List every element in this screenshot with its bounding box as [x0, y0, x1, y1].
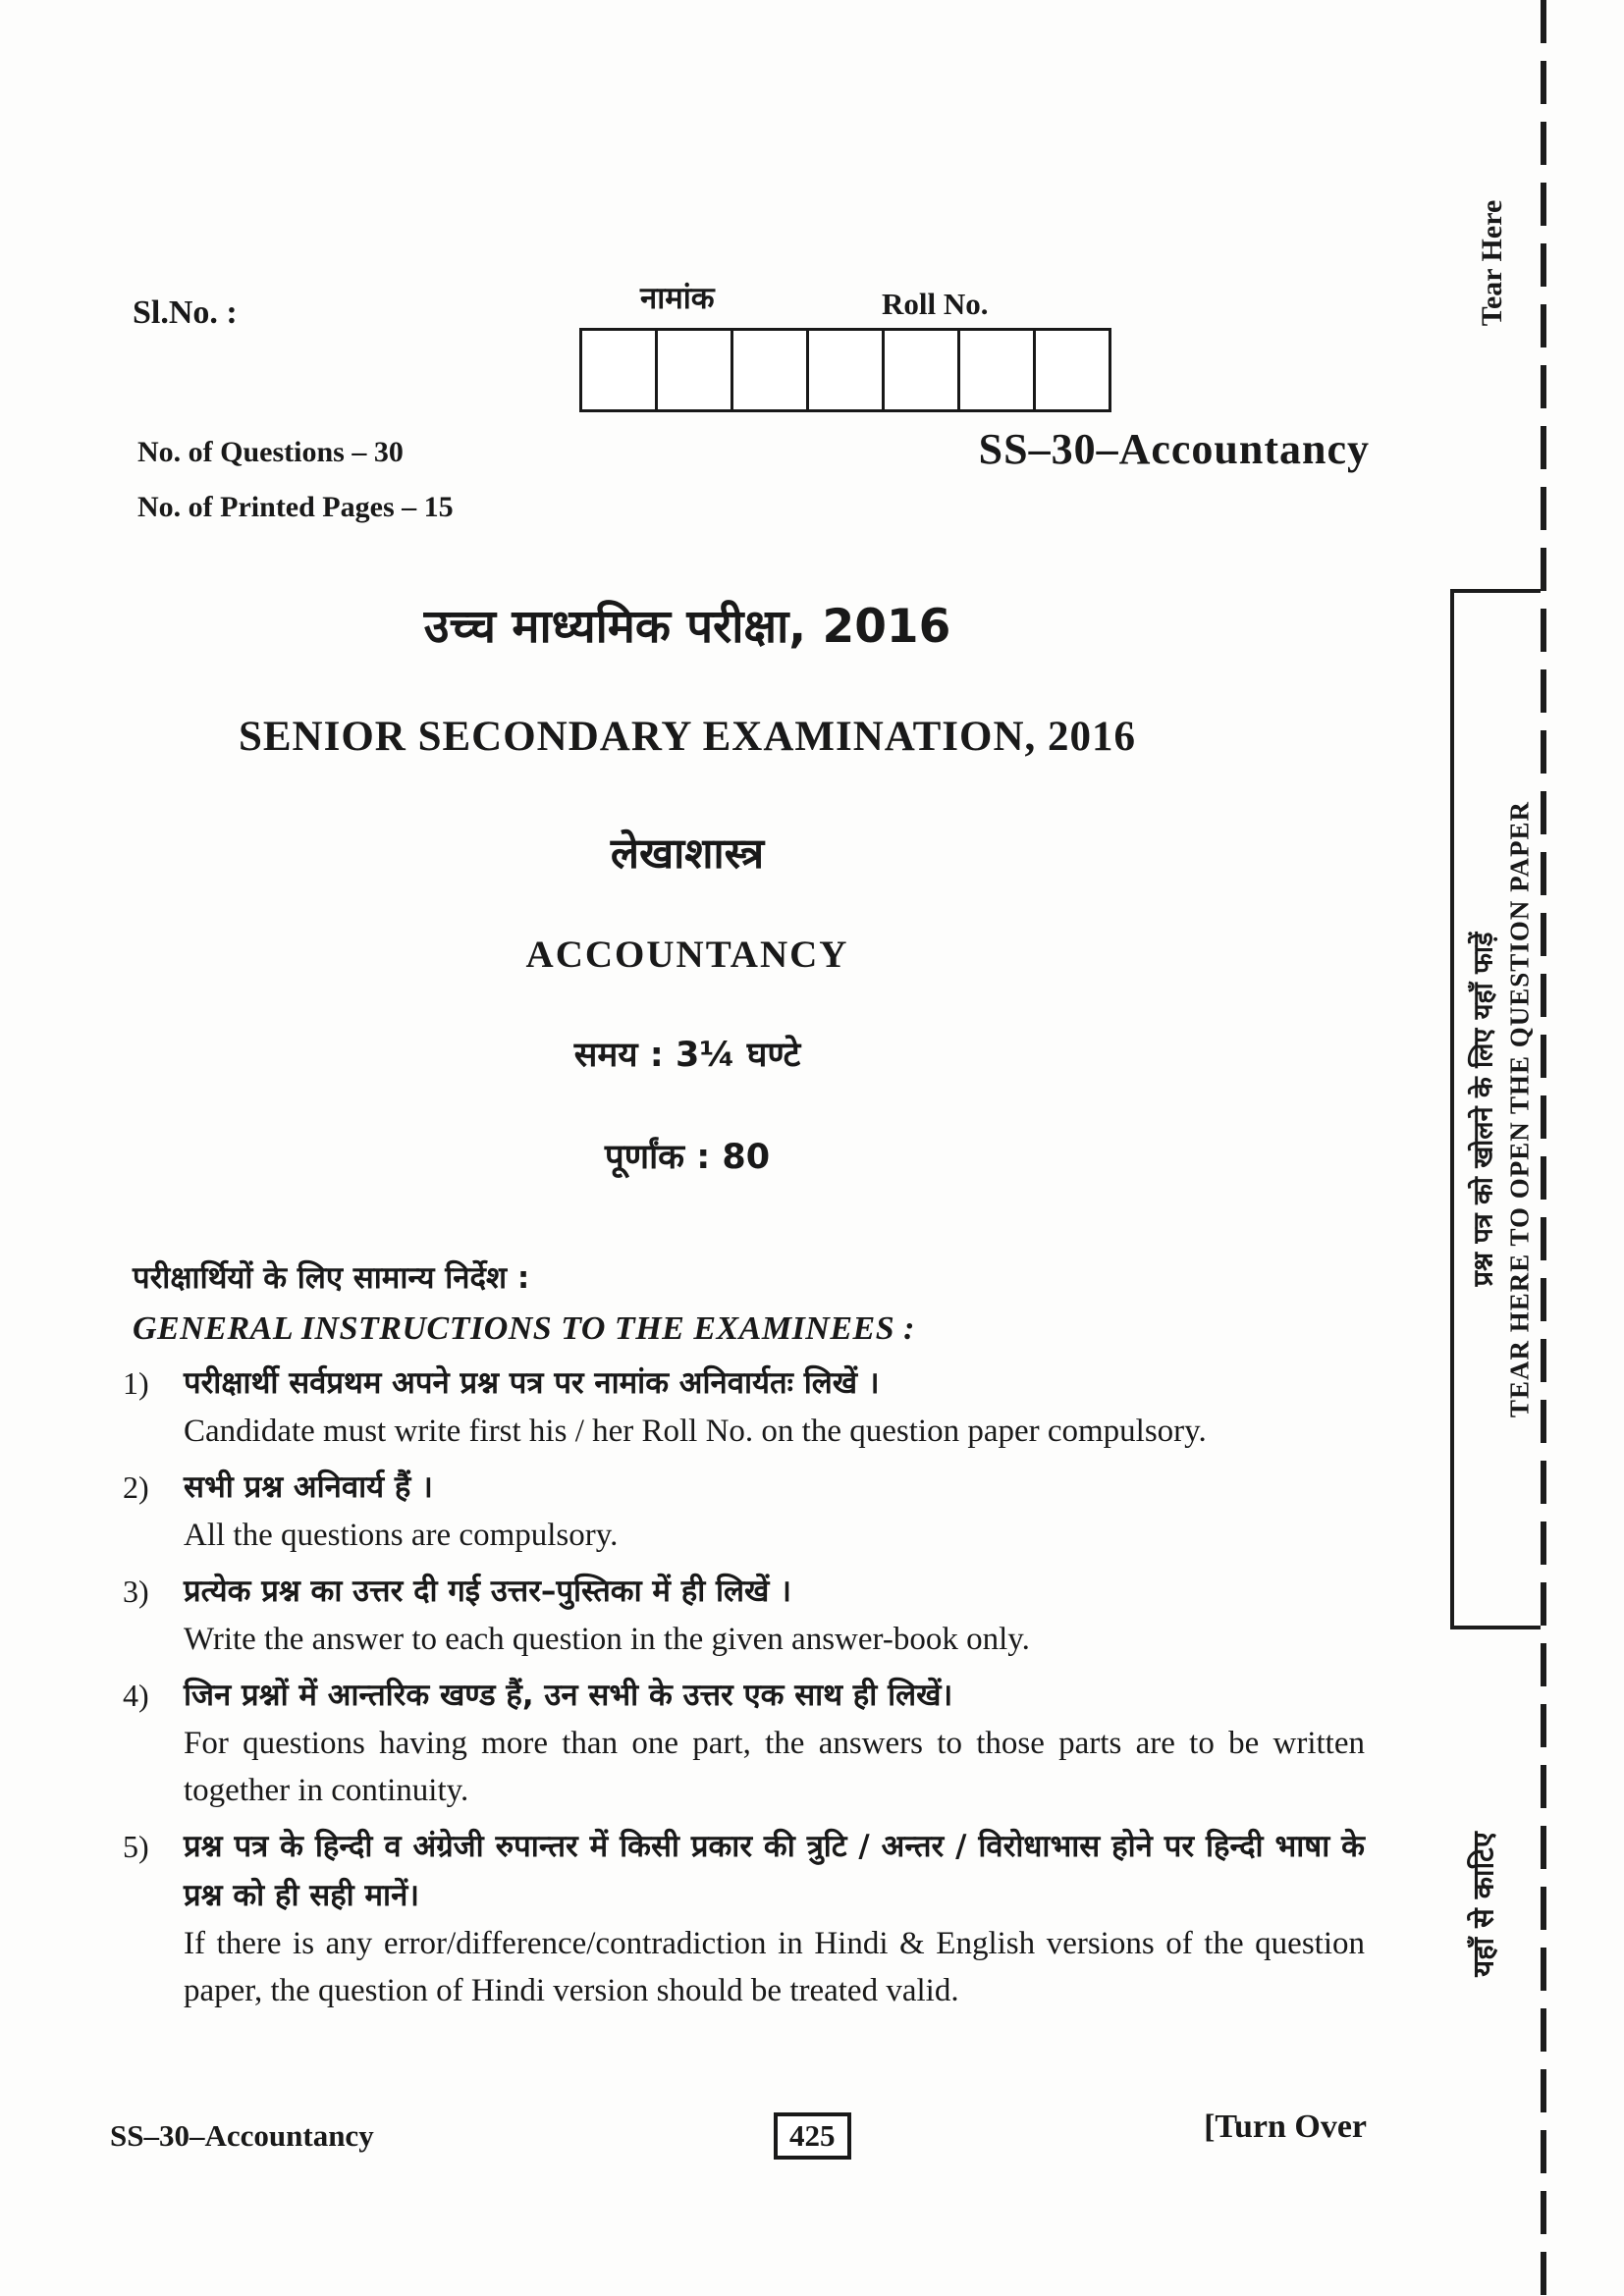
- roll-cell: [579, 328, 658, 412]
- exam-title-english: SENIOR SECONDARY EXAMINATION, 2016: [238, 714, 1137, 760]
- instructions-heading-hindi: परीक्षार्थियों के लिए सामान्य निर्देश :: [133, 1260, 530, 1296]
- cut-here-label: यहाँ से काटिए: [1466, 1832, 1500, 1977]
- footer-paper-code: SS–30–Accountancy: [110, 2118, 374, 2153]
- roll-cell: [655, 328, 733, 412]
- instruction-english: If there is any error/difference/contradiction in Hindi & English versions of the question paper, the question of Hindi version should be treated valid.: [184, 1926, 1365, 2008]
- instruction-hindi: जिन प्रश्नों में आन्तरिक खण्ड हैं, उन सभी के उत्तर एक साथ ही लिखें।: [184, 1678, 953, 1713]
- printed-pages-count: No. of Printed Pages – 15: [137, 491, 454, 523]
- max-marks: पूर्णांक : 80: [604, 1138, 771, 1177]
- general-instructions: [123, 1258, 1365, 2014]
- serial-number-label: Sl.No. :: [133, 294, 238, 331]
- roll-cell: [882, 328, 960, 412]
- instruction-hindi: परीक्षार्थी सर्वप्रथम अपने प्रश्न पत्र पर नामांक अनिवार्यतः लिखें ।: [184, 1365, 880, 1401]
- roll-number-grid: [579, 328, 1111, 412]
- instruction-hindi: प्रश्न पत्र के हिन्दी व अंग्रेजी रुपान्तर में किसी प्रकार की त्रुटि / अन्तर / विरोधाभास होने पर हिन्दी भाषा के प्रश्न को ही सही मानें।: [184, 1829, 1365, 1913]
- instructions-heading-english: GENERAL INSTRUCTIONS TO THE EXAMINEES :: [133, 1310, 915, 1347]
- instruction-item: [123, 1567, 1365, 1663]
- instruction-hindi: प्रत्येक प्रश्न का उत्तर दी गई उत्तर–पुस्तिका में ही लिखें ।: [184, 1574, 791, 1609]
- instruction-number: 2): [123, 1469, 149, 1505]
- instruction-item: [123, 1359, 1365, 1455]
- instruction-english: Write the answer to each question in the given answer-book only.: [184, 1622, 1030, 1657]
- instruction-number: 1): [123, 1365, 149, 1401]
- instruction-hindi: सभी प्रश्न अनिवार्य हैं ।: [184, 1469, 433, 1505]
- subject-title-english: ACCOUNTANCY: [525, 934, 849, 976]
- paper-code-header: SS–30–Accountancy: [978, 425, 1370, 473]
- roll-no-label: Roll No.: [882, 287, 989, 321]
- roll-cell: [957, 328, 1036, 412]
- namank-label: नामांक: [640, 281, 715, 316]
- instruction-number: 4): [123, 1678, 149, 1713]
- instruction-number: 3): [123, 1574, 149, 1609]
- time-allowed: समय : 3¼ घण्टे: [573, 1036, 801, 1075]
- instruction-item: [123, 1671, 1365, 1814]
- page-number-badge: 425: [774, 2112, 851, 2160]
- exam-title-hindi: उच्च माध्यमिक परीक्षा, 2016: [423, 600, 951, 654]
- roll-cell: [806, 328, 885, 412]
- roll-cell: [1033, 328, 1111, 412]
- instruction-item: [123, 1463, 1365, 1559]
- questions-count: No. of Questions – 30: [137, 436, 404, 468]
- roll-cell: [731, 328, 809, 412]
- instruction-english: Candidate must write first his / her Roll No. on the question paper compulsory.: [184, 1414, 1207, 1449]
- instruction-number: 5): [123, 1829, 149, 1864]
- subject-title-hindi: लेखाशास्त्र: [610, 829, 765, 879]
- turn-over-label: [Turn Over: [1204, 2109, 1367, 2145]
- tear-here-label: Tear Here: [1476, 199, 1508, 327]
- tear-open-hindi-label: प्रश्न पत्र को खोलने के लिए यहाँ फाड़ें: [1468, 932, 1499, 1287]
- instruction-english: For questions having more than one part, the answers to those parts are to be written together in continuity.: [184, 1726, 1365, 1808]
- tear-dashed-line: [1541, 0, 1546, 2296]
- instruction-english: All the questions are compulsory.: [184, 1518, 619, 1553]
- instruction-item: [123, 1822, 1365, 2014]
- tear-open-english-label: TEAR HERE TO OPEN THE QUESTION PAPER: [1504, 800, 1535, 1418]
